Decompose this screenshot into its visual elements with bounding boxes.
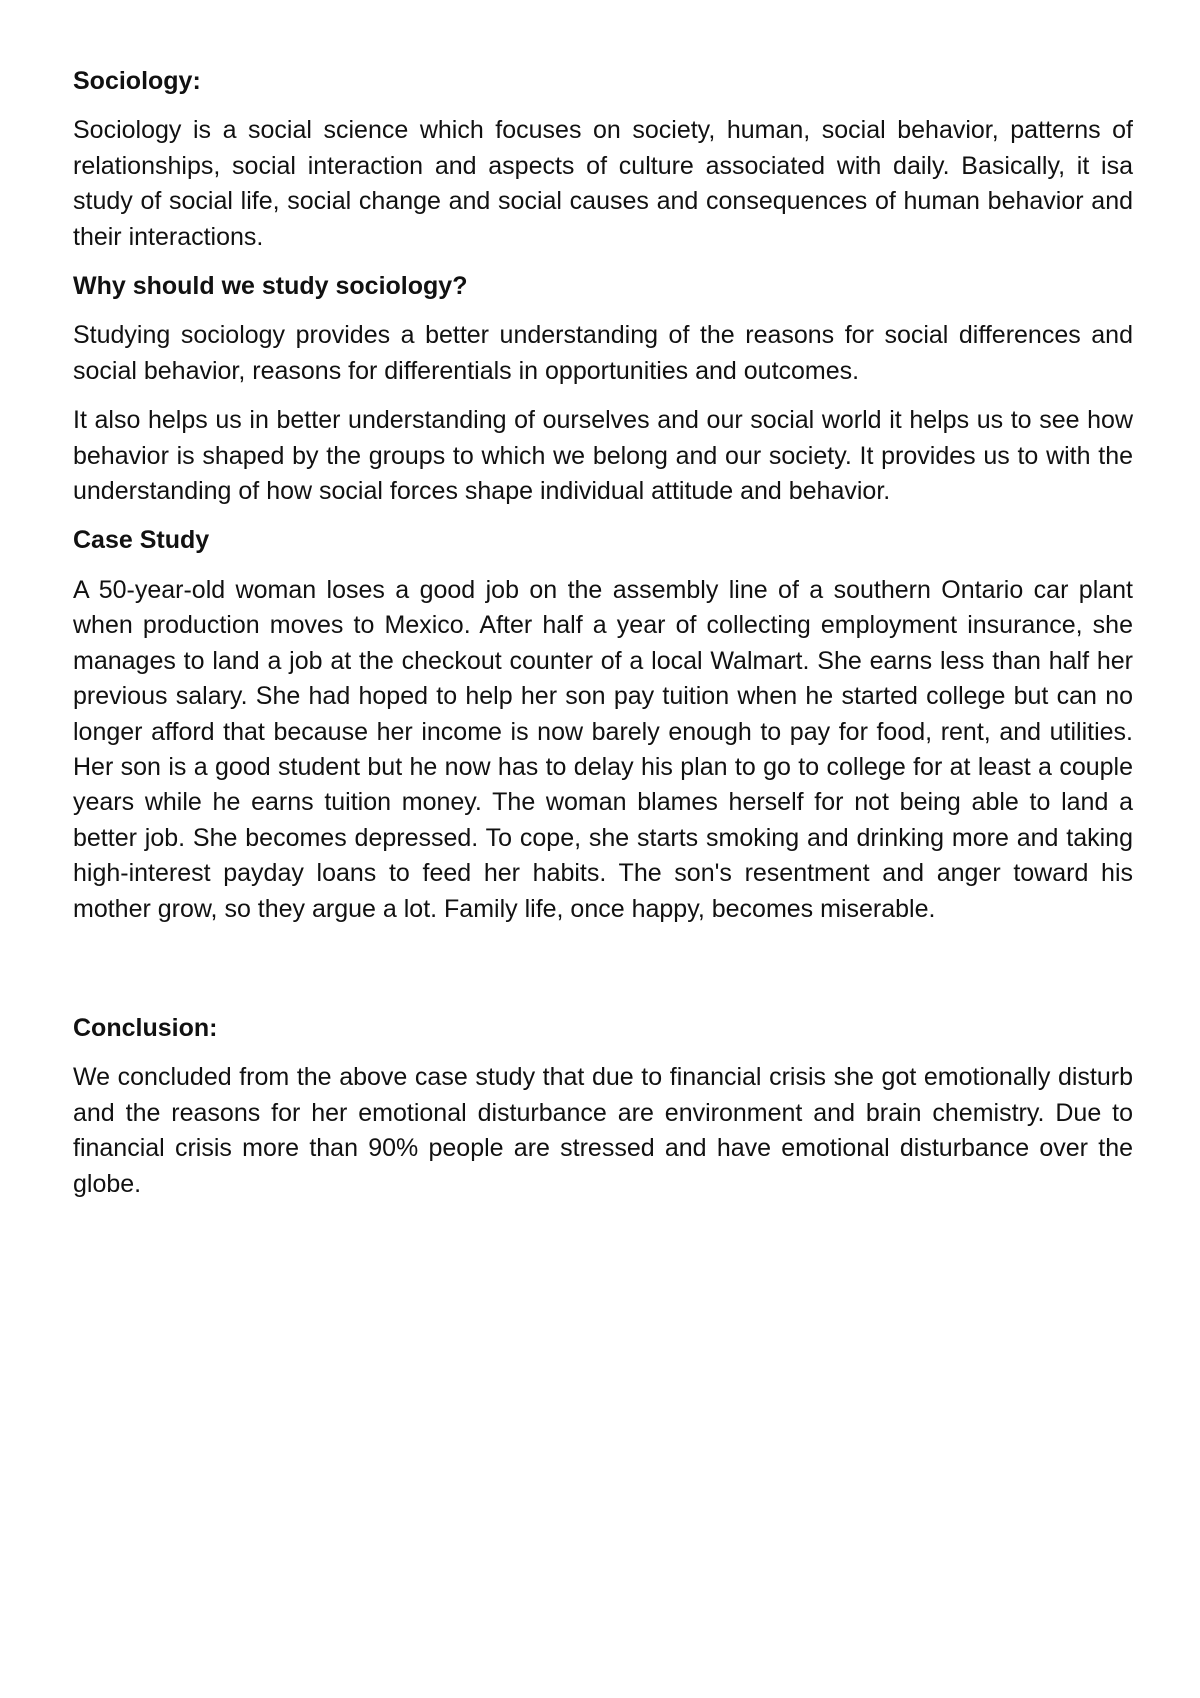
document-page	[73, 64, 1133, 1202]
paragraph-why-study-2: It also helps us in better understanding of ourselves and our social world it helps us to see how behavior is shaped by the groups to which we belong and our society. It provides us to with the understanding of how social forces shape individual attitude and behavior.	[73, 406, 1133, 506]
paragraph-case-study: A 50-year-old woman loses a good job on the assembly line of a southern Ontario car plant when production moves to Mexico. After half a year of collecting employment insurance, she manages to land a job at the checkout counter of a local Walmart. She earns less than half her previous salary. She had hoped to help her son pay tuition when he started college but can no longer afford that because her income is now barely enough to pay for food, rent, and utilities. Her son is a good student but he now has to delay his plan to go to college for at least a couple years while he earns tuition money. The woman blames herself for not being able to land a better job. She becomes depressed. To cope, she starts smoking and drinking more and taking high-interest payday loans to feed her habits. The son's resentment and anger toward his mother grow, so they argue a lot. Family life, once happy, becomes miserable.	[73, 575, 1133, 923]
heading-case-study: Case Study	[73, 526, 210, 555]
heading-why-study-sociology: Why should we study sociology?	[73, 272, 468, 301]
heading-conclusion: Conclusion:	[73, 1013, 218, 1042]
paragraph-conclusion: We concluded from the above case study that due to financial crisis she got emotionally disturb and the reasons for her emotional disturbance are environment and brain chemistry. Due to financial crisis more than 90% people are stressed and have emotional disturbance over the globe.	[73, 1063, 1133, 1198]
paragraph-why-study-1: Studying sociology provides a better understanding of the reasons for social differences and social behavior, reasons for differentials in opportunities and outcomes.	[73, 321, 1133, 385]
paragraph-sociology-definition: Sociology is a social science which focuses on society, human, social behavior, patterns of relationships, social interaction and aspects of culture associated with daily. Basically, it isa study of social life, social change and social causes and consequences of human behavior and their interactions.	[73, 116, 1133, 251]
heading-sociology: Sociology:	[73, 67, 201, 95]
